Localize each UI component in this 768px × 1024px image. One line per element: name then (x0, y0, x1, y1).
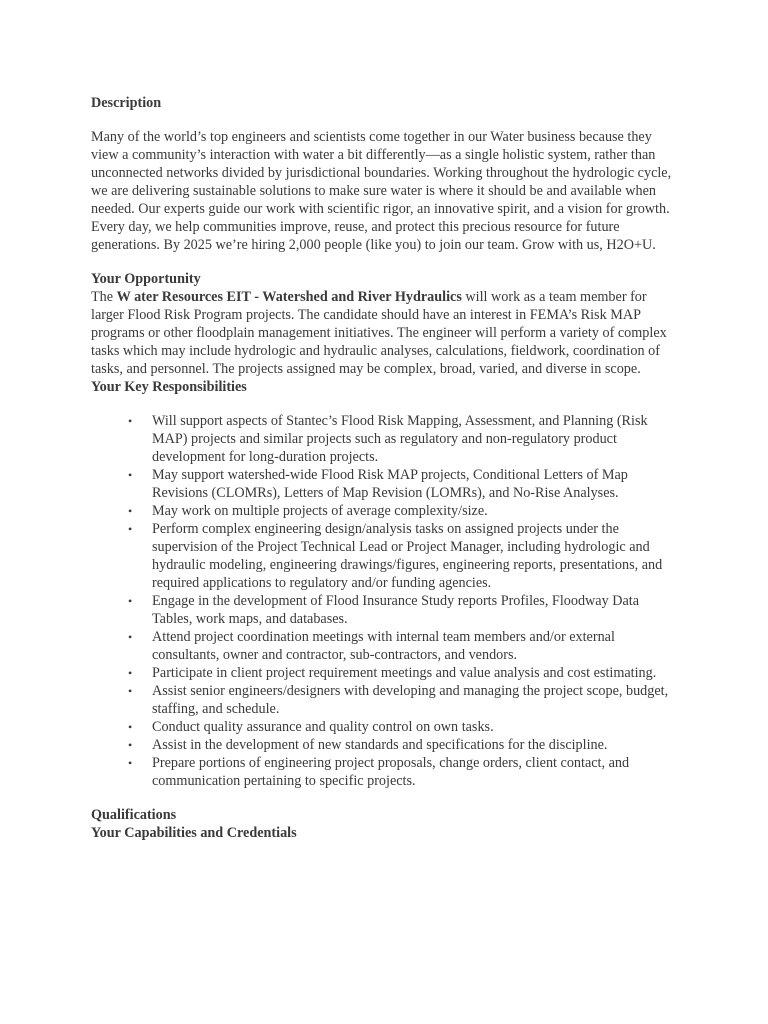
opportunity-paragraph (91, 288, 681, 378)
bullet-icon: • (128, 756, 133, 770)
responsibilities-heading: Your Key Responsibilities (91, 379, 247, 395)
list-item-text: Assist senior engineers/designers with developing and managing the project scope, budget, staffing, and schedule. (152, 683, 669, 717)
list-item-text: Perform complex engineering design/analysis tasks on assigned projects under the supervision of the Project Technical Lead or Project Manager, including hydrologic and hydraulic modeling, engineering drawings/figures, engineering reports, presentations, and required applications to regulatory and/or funding agencies. (152, 521, 663, 591)
bullet-icon: • (128, 666, 133, 680)
bullet-icon: • (128, 738, 133, 752)
list-item (91, 718, 681, 736)
bullet-icon: • (128, 684, 133, 698)
bullet-icon: • (128, 504, 133, 518)
list-item-text: Participate in client project requirement meetings and value analysis and cost estimating. (152, 665, 657, 681)
description-paragraph: Many of the world’s top engineers and scientists come together in our Water business because they view a community’s interaction with water a bit differently—as a single holistic system, rather than unconnected networks divided by jurisdictional boundaries. Working throughout the hydrologic cycle, we are delivering sustainable solutions to make sure water is where it should be and available when needed. Our experts guide our work with scientific rigor, an innovative spirit, and a vision for growth. Every day, we help communities improve, reuse, and protect this precious resource for future generations. By 2025 we’re hiring 2,000 people (like you) to join our team. Grow with us, H2O+U. (91, 129, 672, 253)
bullet-icon: • (128, 720, 133, 734)
opportunity-heading: Your Opportunity (91, 271, 201, 287)
list-item (91, 592, 681, 628)
opportunity-body: will work as a team member for larger Flood Risk Program projects. The candidate should have an interest in FEMA’s Risk MAP programs or other floodplain management initiatives. The engineer will perform a variety of complex tasks which may include hydrologic and hydraulic analyses, calculations, fieldwork, coordination of tasks, and personnel. The projects assigned may be complex, broad, varied, and diverse in scope. (91, 289, 667, 377)
list-item (91, 412, 681, 466)
document-page (91, 94, 681, 842)
bullet-icon: • (128, 414, 133, 428)
capabilities-heading: Your Capabilities and Credentials (91, 825, 297, 841)
opportunity-lead: The (91, 289, 117, 305)
list-item (91, 664, 681, 682)
list-item-text: Assist in the development of new standards and specifications for the discipline. (152, 737, 608, 753)
description-heading: Description (91, 95, 162, 111)
list-item (91, 754, 681, 790)
list-item-text: Conduct quality assurance and quality control on own tasks. (152, 719, 494, 735)
list-item (91, 502, 681, 520)
bullet-icon: • (128, 468, 133, 482)
list-item (91, 736, 681, 754)
bullet-icon: • (128, 594, 133, 608)
bullet-icon: • (128, 522, 133, 536)
list-item (91, 628, 681, 664)
list-item (91, 520, 681, 592)
list-item-text: Engage in the development of Flood Insurance Study reports Profiles, Floodway Data Tables, work maps, and databases. (152, 593, 640, 627)
bullet-icon: • (128, 630, 133, 644)
responsibilities-list (91, 412, 681, 790)
list-item (91, 682, 681, 718)
opportunity-role-title: W ater Resources EIT - Watershed and River Hydraulics (116, 289, 462, 305)
list-item (91, 466, 681, 502)
qualifications-heading: Qualifications (91, 807, 177, 823)
list-item-text: Will support aspects of Stantec’s Flood Risk Mapping, Assessment, and Planning (Risk MAP) projects and similar projects such as regulatory and non-regulatory product development for long-duration projects. (152, 413, 648, 465)
list-item-text: May support watershed-wide Flood Risk MAP projects, Conditional Letters of Map Revisions (CLOMRs), Letters of Map Revision (LOMRs), and No-Rise Analyses. (152, 467, 628, 501)
list-item-text: Prepare portions of engineering project proposals, change orders, client contact, and communication pertaining to specific projects. (152, 755, 630, 789)
list-item-text: Attend project coordination meetings with internal team members and/or external consultants, owner and contractor, sub-contractors, and vendors. (152, 629, 615, 663)
list-item-text: May work on multiple projects of average complexity/size. (152, 503, 488, 519)
